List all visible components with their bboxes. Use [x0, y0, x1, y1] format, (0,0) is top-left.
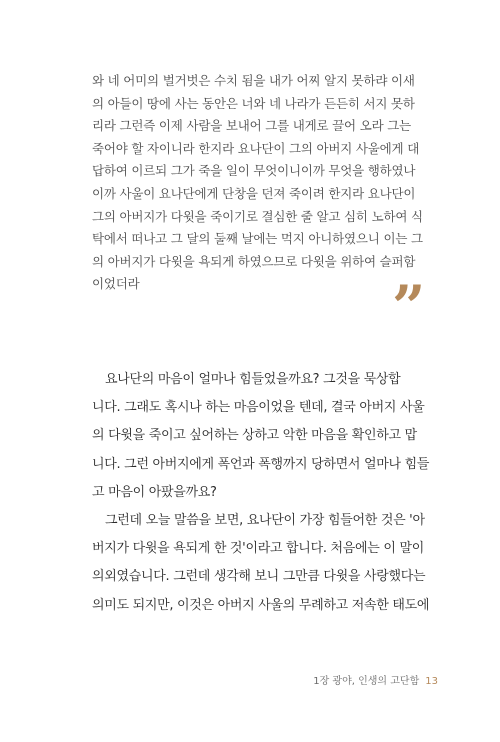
chapter-title: 1장 광야, 인생의 고단함: [313, 676, 420, 687]
page-number: 13: [425, 676, 438, 687]
body-line: 고 마음이 아팠을까요?: [92, 484, 217, 500]
quote-line: 이었더라: [92, 276, 140, 292]
body-line: 니다. 그래도 혹시나 하는 마음이었을 텐데, 결국 아버지 사울: [92, 400, 425, 416]
quote-line: 이까 사울이 요나단에게 단창을 던져 죽이려 한지라 요나단이: [92, 185, 416, 201]
body-line: 의미도 되지만, 이것은 아버지 사울의 무례하고 저속한 태도에: [92, 597, 430, 613]
body-line: 니다. 그런 아버지에게 폭언과 폭행까지 당하면서 얼마나 힘들: [92, 456, 430, 472]
quote-line: 의 아들이 땅에 사는 동안은 너와 네 나라가 든든히 서지 못하: [92, 95, 415, 111]
scripture-quote: [92, 70, 432, 296]
quote-line: 의 아버지가 다윗을 욕되게 하였으므로 다윗을 위하여 슬퍼함: [92, 253, 416, 269]
quote-line: 와 네 어미의 벌거벗은 수치 됨을 내가 어찌 알지 못하랴 이새: [92, 73, 415, 88]
body-paragraphs: [92, 366, 432, 620]
quote-line: 그의 아버지가 다윗을 죽이기로 결심한 줄 알고 심히 노하여 식: [92, 208, 423, 224]
page-footer: [313, 672, 438, 687]
body-line: 의 다윗을 죽이고 싶어하는 상하고 악한 마음을 확인하고 맙: [92, 428, 417, 444]
body-line: 버지가 다윗을 욕되게 한 것'이라고 합니다. 처음에는 이 말이: [92, 541, 424, 557]
quote-line: 리라 그런즉 이제 사람을 보내어 그를 내게로 끌어 오라 그는: [92, 118, 411, 134]
quote-line: 탁에서 떠나고 그 달의 둘째 날에는 먹지 아니하였으니 이는 그: [92, 231, 423, 247]
quote-line: 답하여 이르되 그가 죽을 일이 무엇이니이까 무엇을 행하였나: [92, 163, 416, 179]
body-line: 요나단의 마음이 얼마나 힘들었을까요? 그것을 묵상합: [105, 372, 401, 387]
quote-line: 죽어야 할 자이니라 한지라 요나단이 그의 아버지 사울에게 대: [92, 140, 420, 156]
body-line: 의외였습니다. 그런데 생각해 보니 그만큼 다윗을 사랑했다는: [92, 569, 426, 585]
closing-quote-icon: ”: [392, 273, 426, 341]
body-line: 그런데 오늘 말씀을 보면, 요나단이 가장 힘들어한 것은 '아: [105, 512, 425, 528]
